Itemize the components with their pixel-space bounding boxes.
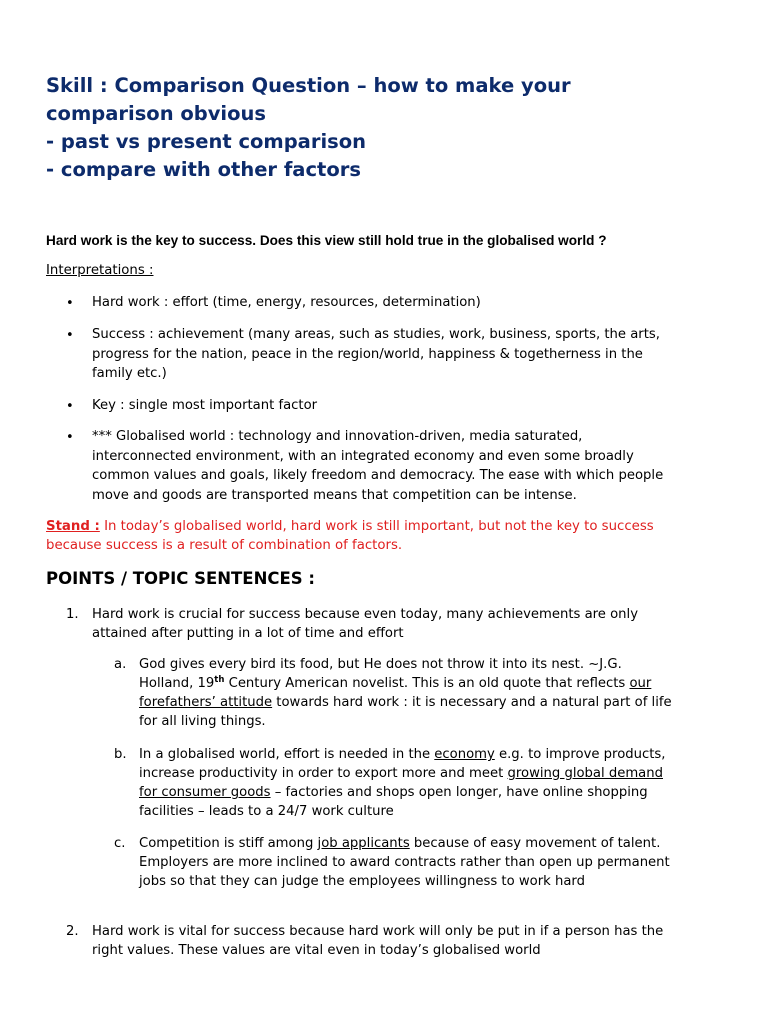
subpoint: In a globalised world, effort is needed in the economy e.g. to improve products, increase productivity in order to export more and meet growing global demand for consumer goods – factories and shops open longer, have online shopping facilities – leads to a 24/7 work culture [139, 747, 666, 819]
essay-question: Hard work is the key to success. Does this view still hold true in the globalised world ? [46, 233, 607, 248]
bullet-marker: • [66, 430, 74, 445]
title-line: Skill : Comparison Question – how to make your [46, 74, 571, 97]
bullet-marker: • [66, 296, 74, 311]
stand-label: Stand : [46, 519, 100, 534]
subpoint-letter: a. [114, 657, 127, 672]
interpretations-heading: Interpretations : [46, 263, 154, 278]
page-title [46, 72, 746, 184]
list-item: Hard work : effort (time, energy, resources, determination) [92, 295, 481, 310]
subpoint: God gives every bird its food, but He does not throw it into its nest. ~J.G. Holland, 19th Century American novelist. This is an old quote that reflects our forefathers’ attitude towards hard work : it is necessary and a natural part of life for all living things. [139, 657, 672, 729]
point-number: 2. [66, 924, 79, 939]
stand-statement [46, 517, 654, 555]
subpoint-letter: b. [114, 747, 127, 762]
bullet-marker: • [66, 328, 74, 343]
title-line: - past vs present comparison [46, 130, 367, 153]
topic-sentence: Hard work is vital for success because hard work will only be put in if a person has the right values. These values are vital even in today’s globalised world [92, 924, 664, 958]
subpoint: Competition is stiff among job applicants because of easy movement of talent. Employers are more inclined to award contracts rather than open up permanent jobs so that they can judge the employees willingness to work hard [139, 836, 670, 889]
bullet-marker: • [66, 399, 74, 414]
stand-text: In today’s globalised world, hard work is still important, but not the key to success [99, 519, 654, 534]
section-heading: POINTS / TOPIC SENTENCES : [46, 569, 315, 588]
list-item: Success : achievement (many areas, such as studies, work, business, sports, the arts, progress for the nation, peace in the region/world, happiness & togetherness in the family etc.) [92, 327, 660, 381]
topic-sentence: Hard work is crucial for success because even today, many achievements are only attained after putting in a lot of time and effort [92, 607, 639, 641]
title-line: - compare with other factors [46, 158, 361, 181]
title-line: comparison obvious [46, 102, 267, 125]
stand-text: because success is a result of combination of factors. [46, 538, 403, 553]
point-number: 1. [66, 607, 79, 622]
list-item: *** Globalised world : technology and innovation-driven, media saturated, interconnected environment, with an integrated economy and even some broadly common values and goals, likely freedom and democracy. The ease with which people move and goods are transported means that competition can be intense. [92, 429, 664, 503]
subpoint-letter: c. [114, 836, 126, 851]
list-item: Key : single most important factor [92, 398, 318, 413]
